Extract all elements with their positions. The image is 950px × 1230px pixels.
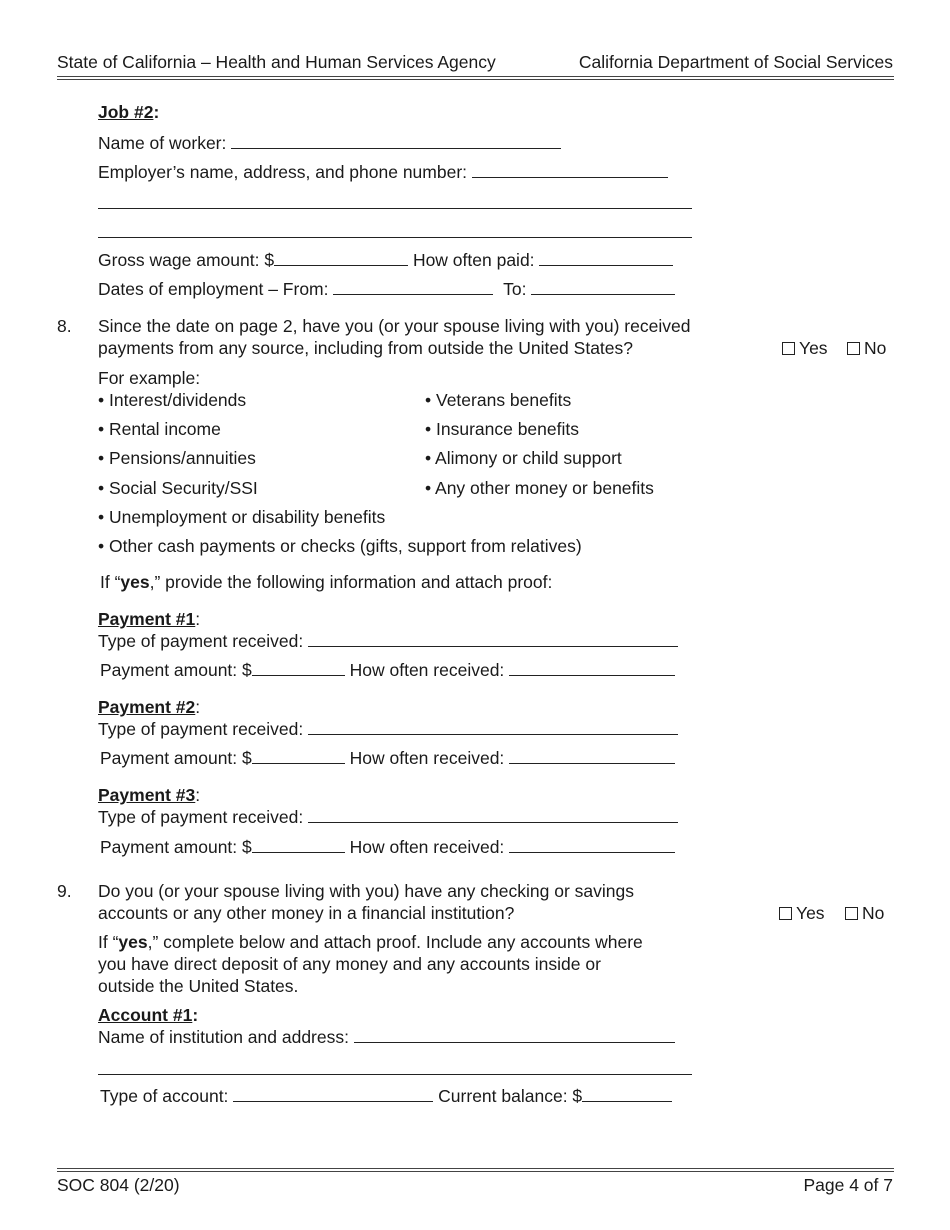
example-item: • Other cash payments or checks (gifts, support from relatives)	[98, 536, 582, 556]
q8-no-option[interactable]: No	[847, 337, 886, 359]
job2-wage-row	[98, 249, 673, 271]
gross-wage-field[interactable]	[274, 249, 408, 266]
example-item: • Rental income	[98, 419, 221, 439]
job2-name-field[interactable]	[231, 132, 561, 149]
payment-type-label: Type of payment received:	[98, 631, 304, 651]
header-agency: State of California – Health and Human Services Agency	[57, 52, 496, 72]
example-item: • Veterans benefits	[425, 390, 572, 410]
q9-if-yes-line3: outside the United States.	[98, 976, 299, 996]
payment-amount-label: Payment amount: $	[100, 748, 252, 768]
payment1-amount-field[interactable]	[252, 659, 345, 676]
payment-amount-label: Payment amount: $	[100, 660, 252, 680]
payment1-type-row	[98, 630, 678, 652]
account-type-label: Type of account:	[100, 1086, 229, 1106]
payment2-heading: Payment #2:	[98, 697, 201, 717]
how-often-received-label: How often received:	[349, 837, 505, 857]
dates-from-field[interactable]	[333, 278, 493, 295]
gross-wage-label: Gross wage amount: $	[98, 250, 275, 270]
q9-number: 9.	[57, 881, 72, 901]
job2-employer-line-2[interactable]	[98, 208, 692, 209]
payment3-type-row	[98, 806, 678, 828]
institution-line-2[interactable]	[98, 1074, 692, 1075]
payment-type-label: Type of payment received:	[98, 807, 304, 827]
q9-text-line2: accounts or any other money in a financial institution?	[98, 903, 515, 923]
q8-yes-option[interactable]: Yes	[782, 337, 828, 359]
q9-no-checkbox[interactable]	[845, 907, 858, 920]
payment-type-label: Type of payment received:	[98, 719, 304, 739]
institution-field[interactable]	[354, 1026, 675, 1043]
job2-employer-line-3[interactable]	[98, 237, 692, 238]
how-often-paid-label: How often paid:	[412, 250, 535, 270]
dates-to-label: To:	[503, 279, 527, 299]
job2-employer-field[interactable]	[472, 161, 668, 178]
q8-text-line2: payments from any source, including from outside the United States?	[98, 338, 633, 358]
example-item: • Interest/dividends	[98, 390, 247, 410]
example-item: • Insurance benefits	[425, 419, 579, 439]
payment3-type-field[interactable]	[308, 806, 678, 823]
how-often-paid-field[interactable]	[539, 249, 673, 266]
q8-if-yes-instruction: If “yes,” provide the following information and attach proof:	[100, 572, 553, 592]
payment3-often-field[interactable]	[509, 836, 675, 853]
example-item: • Alimony or child support	[425, 448, 622, 468]
how-often-received-label: How often received:	[349, 748, 505, 768]
header-department: California Department of Social Services	[578, 52, 893, 72]
account1-heading: Account #1:	[98, 1005, 199, 1025]
footer-rule-bottom	[57, 1171, 894, 1172]
payment1-amount-row	[100, 659, 675, 681]
account-type-field[interactable]	[233, 1085, 433, 1102]
payment3-amount-field[interactable]	[252, 836, 345, 853]
account1-type-row	[100, 1085, 672, 1107]
example-item: • Social Security/SSI	[98, 478, 258, 498]
job2-employer-label: Employer’s name, address, and phone number:	[98, 162, 468, 182]
q9-text-line1: Do you (or your spouse living with you) have any checking or savings	[98, 881, 634, 901]
q9-yes-checkbox[interactable]	[779, 907, 792, 920]
header-rule-top	[57, 76, 894, 77]
payment1-heading: Payment #1:	[98, 609, 201, 629]
job2-dates-row	[98, 278, 675, 300]
q9-yes-option[interactable]: Yes	[779, 902, 825, 924]
dates-to-field[interactable]	[531, 278, 675, 295]
account1-institution-row	[98, 1026, 675, 1048]
payment2-amount-row	[100, 747, 675, 769]
dates-from-label: Dates of employment – From:	[98, 279, 329, 299]
current-balance-field[interactable]	[582, 1085, 672, 1102]
footer-rule-top	[57, 1168, 894, 1169]
job2-heading: Job #2:	[98, 102, 160, 122]
current-balance-label: Current balance: $	[438, 1086, 583, 1106]
payment2-type-field[interactable]	[308, 718, 678, 735]
form-id: SOC 804 (2/20)	[57, 1175, 180, 1195]
example-item: • Any other money or benefits	[425, 478, 654, 498]
for-example-label: For example:	[98, 368, 201, 388]
q9-no-option[interactable]: No	[845, 902, 884, 924]
payment3-amount-row	[100, 836, 675, 858]
payment-amount-label: Payment amount: $	[100, 837, 252, 857]
payment1-often-field[interactable]	[509, 659, 675, 676]
payment2-amount-field[interactable]	[252, 747, 345, 764]
payment2-type-row	[98, 718, 678, 740]
job2-name-label: Name of worker:	[98, 133, 227, 153]
q8-text-line1: Since the date on page 2, have you (or your spouse living with you) received	[98, 316, 691, 336]
q9-if-yes-line2: you have direct deposit of any money and any accounts inside or	[98, 954, 601, 974]
header-rule-bottom	[57, 79, 894, 80]
job2-employer-row	[98, 161, 668, 183]
payment3-heading: Payment #3:	[98, 785, 201, 805]
job2-name-row	[98, 132, 561, 154]
payment2-often-field[interactable]	[509, 747, 675, 764]
q8-no-checkbox[interactable]	[847, 342, 860, 355]
example-item: • Pensions/annuities	[98, 448, 256, 468]
how-often-received-label: How often received:	[349, 660, 505, 680]
payment1-type-field[interactable]	[308, 630, 678, 647]
q8-yes-checkbox[interactable]	[782, 342, 795, 355]
page-number: Page 4 of 7	[803, 1175, 893, 1195]
q9-if-yes-line1: If “yes,” complete below and attach proof. Include any accounts where	[98, 932, 643, 952]
example-item: • Unemployment or disability benefits	[98, 507, 386, 527]
q8-number: 8.	[57, 316, 72, 336]
institution-label: Name of institution and address:	[98, 1027, 349, 1047]
